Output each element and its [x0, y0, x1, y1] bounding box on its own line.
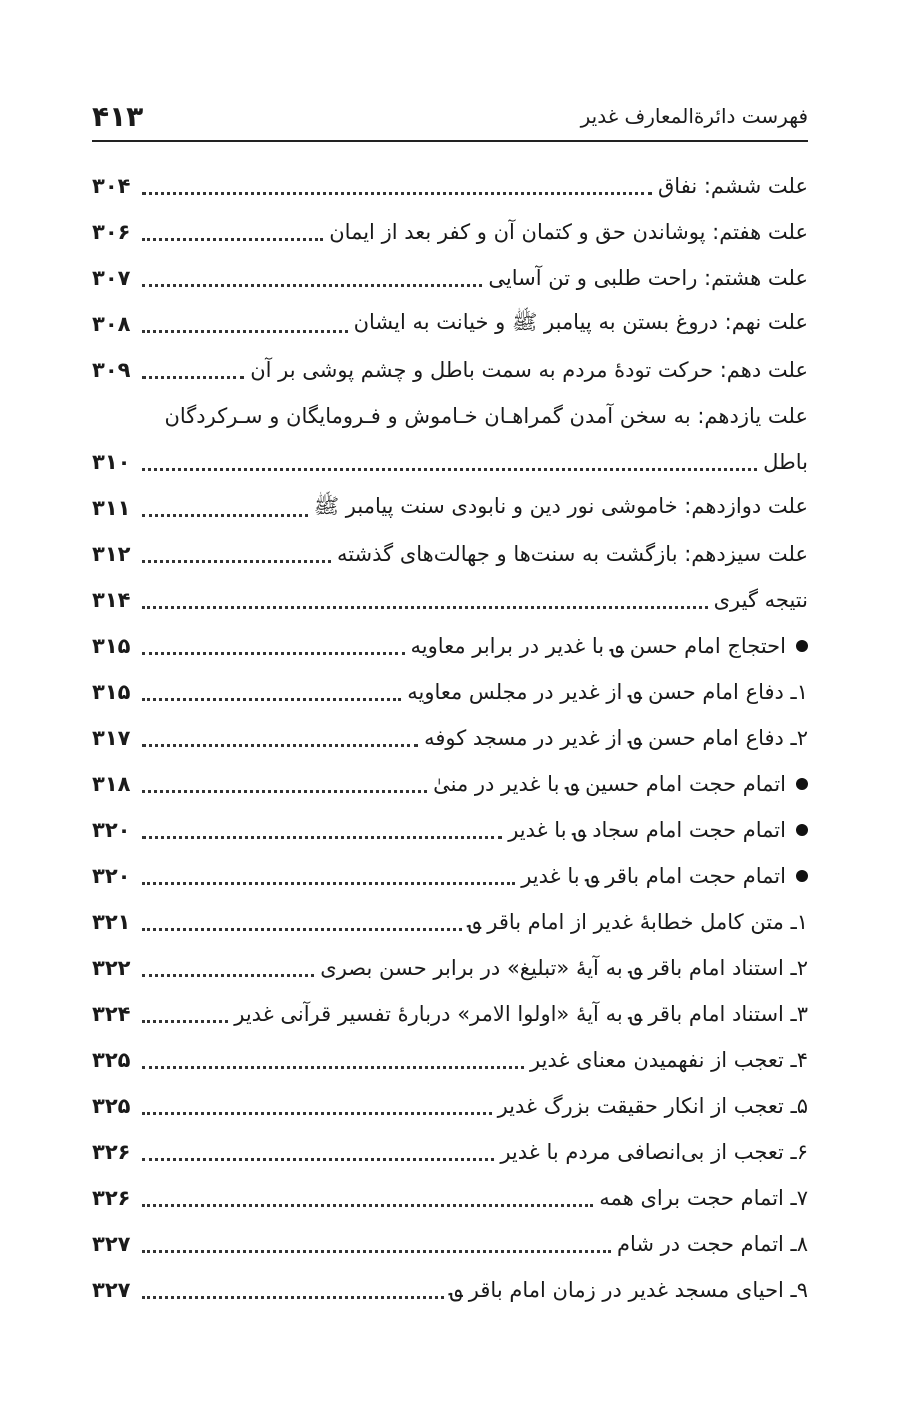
toc-entry-page-number: ۳۱۲: [92, 542, 131, 566]
dot-leader: [142, 973, 314, 977]
toc-entry-title: ۶ـ تعجب از بی‌انصافی مردم با غدیر: [500, 1140, 808, 1164]
toc-entry: [92, 1175, 808, 1221]
toc-entry-page-number: ۳۱۷: [92, 726, 131, 750]
dot-leader: [142, 513, 308, 517]
toc-entry-page-number: ۳۱۱: [92, 496, 131, 520]
toc-entry-title: علت ششم: نفاق: [658, 174, 808, 198]
dot-leader: [142, 375, 244, 379]
page-number: ۴۱۳: [92, 99, 144, 133]
toc-entry-page-number: ۳۲۲: [92, 956, 131, 980]
dot-leader: [142, 697, 401, 701]
toc-entry-title: نتیجه گیری: [713, 588, 808, 612]
dot-leader: [142, 835, 502, 839]
toc-entry-title: اتمام حجت امام سجاد ؈ با غدیر: [508, 818, 786, 842]
toc-entry-page-number: ۳۲۰: [92, 818, 131, 842]
toc-entry-title: ۲ـ دفاع امام حسن ؈ از غدیر در مسجد کوفه: [424, 726, 808, 750]
toc-entry: [92, 531, 808, 577]
dot-leader: [142, 789, 427, 793]
toc-entry-page-number: ۳۲۶: [92, 1140, 131, 1164]
toc-entry: [92, 209, 808, 255]
toc-entry-page-number: ۳۱۴: [92, 588, 131, 612]
toc-entry: [92, 807, 808, 853]
toc-entry: [92, 347, 808, 393]
toc-entry-page-number: ۳۲۷: [92, 1278, 131, 1302]
toc-entry-title: ۹ـ احیای مسجد غدیر در زمان امام باقر ؈: [449, 1278, 808, 1302]
toc-entry-title: باطل: [763, 450, 808, 474]
dot-leader: [142, 1203, 593, 1207]
toc-entry-title: علت سیزدهم: بازگشت به سنت‌ها و جهالت‌های گذشته: [336, 542, 808, 566]
toc-entry-title: ۱ـ متن کامل خطابهٔ غدیر از امام باقر ؈: [468, 910, 808, 934]
bullet-dot-icon: [796, 778, 808, 790]
toc-entry-page-number: ۳۰۹: [92, 358, 131, 382]
toc-entry-page-number: ۳۲۵: [92, 1048, 131, 1072]
toc-entry-title: علت یازدهم: به سخن آمدن گمراهـان خـاموش و فـرومایگان و سـرکردگان: [164, 404, 808, 428]
dot-leader: [142, 743, 418, 747]
dot-leader: [142, 927, 462, 931]
dot-leader: [142, 559, 331, 563]
toc-entry-title: علت دهم: حرکت تودهٔ مردم به سمت باطل و چشم پوشی بر آن: [250, 358, 808, 382]
toc-entry-page-number: ۳۱۵: [92, 680, 131, 704]
toc-entry: [92, 485, 808, 531]
toc-entry-title: علت هشتم: راحت طلبی و تن آسایی: [488, 266, 808, 290]
toc-entry-page-number: ۳۱۵: [92, 634, 131, 658]
toc-entry: [92, 301, 808, 347]
dot-leader: [142, 191, 652, 195]
toc-entry: [92, 899, 808, 945]
toc-entry-title: ۵ـ تعجب از انکار حقیقت بزرگ غدیر: [497, 1094, 808, 1118]
toc-entry-page-number: ۳۰۶: [92, 220, 131, 244]
toc-entry-page-number: ۳۲۶: [92, 1186, 131, 1210]
table-of-contents: [92, 163, 808, 1313]
toc-entry-title: ۷ـ اتمام حجت برای همه: [599, 1186, 808, 1210]
toc-entry: [92, 945, 808, 991]
toc-entry: [92, 715, 808, 761]
dot-leader: [142, 283, 482, 287]
toc-entry: [92, 577, 808, 623]
dot-leader: [142, 1019, 228, 1023]
toc-entry-title: علت نهم: دروغ بستن به پیامبر ﷺ و خیانت به ایشان: [353, 309, 808, 334]
toc-entry-page-number: ۳۲۰: [92, 864, 131, 888]
toc-entry: [92, 991, 808, 1037]
toc-entry-title: اتمام حجت امام حسین ؈ با غدیر در منیٰ: [433, 772, 786, 796]
dot-leader: [142, 605, 708, 609]
toc-entry: [92, 669, 808, 715]
toc-entry: [92, 1221, 808, 1267]
toc-entry: [92, 255, 808, 301]
toc-entry-page-number: ۳۰۴: [92, 174, 131, 198]
toc-entry-page-number: ۳۰۷: [92, 266, 131, 290]
toc-entry: [92, 761, 808, 807]
toc-entry-page-number: ۳۲۴: [92, 1002, 131, 1026]
toc-entry-title: ۲ـ استناد امام باقر ؈ به آیهٔ «تبلیغ» در برابر حسن بصری: [320, 956, 808, 980]
dot-leader: [142, 1157, 494, 1161]
toc-entry: [92, 623, 808, 669]
toc-entry-page-number: ۳۱۰: [92, 450, 131, 474]
toc-entry: [92, 853, 808, 899]
running-header-title: فهرست دائرةالمعارف غدیر: [580, 104, 808, 128]
toc-entry-title: ۳ـ استناد امام باقر ؈ به آیهٔ «اولوا الامر» دربارهٔ تفسیر قرآنی غدیر: [234, 1002, 808, 1026]
dot-leader: [142, 651, 405, 655]
dot-leader: [142, 1249, 611, 1253]
toc-entry-title: ۸ـ اتمام حجت در شام: [616, 1232, 808, 1256]
toc-entry-title: ۱ـ دفاع امام حسن ؈ از غدیر در مجلس معاویه: [407, 680, 808, 704]
toc-entry-title: علت هفتم: پوشاندن حق و کتمان آن و کفر بعد از ایمان: [329, 220, 808, 244]
toc-entry: [92, 439, 808, 485]
dot-leader: [142, 467, 757, 471]
toc-entry-page-number: ۳۲۵: [92, 1094, 131, 1118]
bullet-dot-icon: [796, 870, 808, 882]
dot-leader: [142, 881, 515, 885]
toc-entry-title: احتجاج امام حسن ؈ با غدیر در برابر معاویه: [410, 634, 786, 658]
toc-entry: [92, 393, 808, 439]
toc-entry: [92, 163, 808, 209]
bullet-dot-icon: [796, 824, 808, 836]
dot-leader: [142, 1065, 524, 1069]
toc-entry-title: علت دوازدهم: خاموشی نور دین و نابودی سنت پیامبر ﷺ: [313, 493, 808, 518]
toc-entry-page-number: ۳۱۸: [92, 772, 131, 796]
dot-leader: [142, 329, 348, 333]
toc-entry: [92, 1129, 808, 1175]
toc-entry: [92, 1083, 808, 1129]
dot-leader: [142, 1295, 444, 1299]
bullet-dot-icon: [796, 640, 808, 652]
toc-entry-page-number: ۳۲۷: [92, 1232, 131, 1256]
toc-entry-page-number: ۳۲۱: [92, 910, 131, 934]
dot-leader: [142, 237, 323, 241]
running-header: [92, 92, 808, 142]
toc-entry: [92, 1037, 808, 1083]
dot-leader: [142, 1111, 492, 1115]
toc-entry-title: اتمام حجت امام باقر ؈ با غدیر: [521, 864, 786, 888]
toc-entry-title: ۴ـ تعجب از نفهمیدن معنای غدیر: [530, 1048, 808, 1072]
toc-entry-page-number: ۳۰۸: [92, 312, 131, 336]
toc-entry: [92, 1267, 808, 1313]
